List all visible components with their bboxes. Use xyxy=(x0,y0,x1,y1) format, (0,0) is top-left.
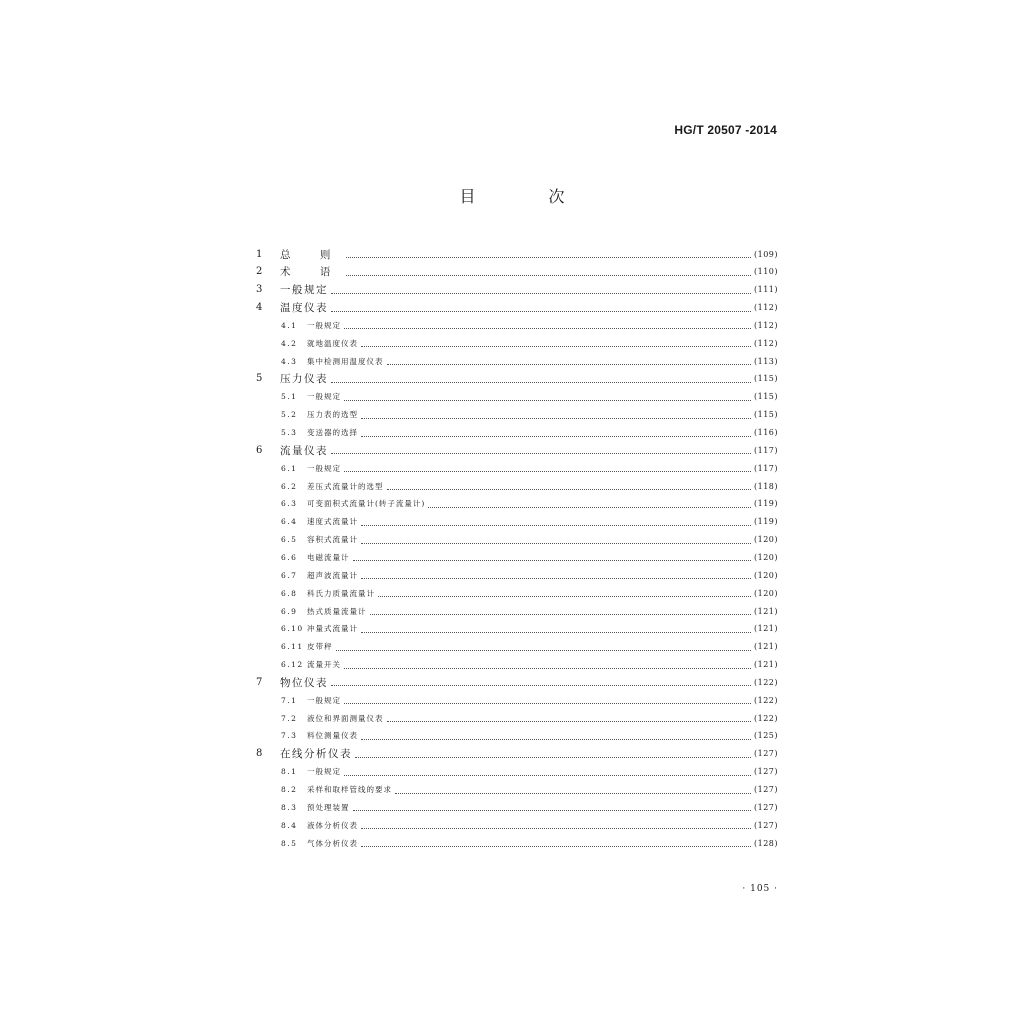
toc-number: 4.1 xyxy=(281,320,298,330)
toc-page-number: (127) xyxy=(753,767,778,777)
toc-page-number: (122) xyxy=(753,713,778,723)
toc-number: 8.2 xyxy=(281,785,298,794)
toc-page-number: (119) xyxy=(753,499,778,509)
toc-label: 液体分析仪表 xyxy=(307,820,358,830)
toc-label: 一般规定 xyxy=(307,767,341,777)
toc-number: 6.8 xyxy=(281,588,298,598)
toc-leader-dots xyxy=(355,756,751,758)
toc-leader-dots xyxy=(387,363,751,365)
toc-leader-dots xyxy=(346,256,751,258)
toc-label: 采样和取样管线的要求 xyxy=(307,785,392,794)
toc-section-row xyxy=(256,353,778,369)
toc-page-number: (120) xyxy=(753,588,778,598)
toc-page-number: (121) xyxy=(753,606,778,616)
toc-label: 速度式流量计 xyxy=(307,517,358,527)
toc-page-number: (120) xyxy=(753,552,778,562)
toc-section-row xyxy=(256,496,778,512)
toc-page-number: (128) xyxy=(753,838,778,848)
toc-label: 料位测量仪表 xyxy=(307,731,358,741)
toc-number: 5.3 xyxy=(281,428,298,437)
toc-leader-dots xyxy=(344,702,751,704)
toc-section-row xyxy=(256,835,778,851)
toc-number: 6.12 xyxy=(281,660,304,670)
toc-chapter-row xyxy=(256,746,778,762)
toc-number: 4.2 xyxy=(281,338,298,348)
toc-page-number: (112) xyxy=(753,303,778,313)
toc-page-number: (115) xyxy=(753,392,778,402)
toc-leader-dots xyxy=(361,417,751,419)
toc-label: 集中检测用温度仪表 xyxy=(307,356,384,366)
toc-chapter-row xyxy=(256,264,778,280)
toc-label: 可变面积式流量计(转子流量计) xyxy=(307,499,426,509)
toc-number: 5.1 xyxy=(281,392,298,402)
toc-number: 4 xyxy=(256,302,263,314)
toc-label: 热式质量流量计 xyxy=(307,606,367,616)
toc-number: 6.10 xyxy=(281,624,304,634)
toc-number: 6.1 xyxy=(281,463,298,473)
toc-leader-dots xyxy=(344,667,751,669)
toc-section-row xyxy=(256,728,778,744)
toc-chapter-row xyxy=(256,300,778,316)
toc-leader-dots xyxy=(428,506,751,508)
toc-page-number: (112) xyxy=(753,338,778,348)
toc-page-number: (120) xyxy=(753,570,778,580)
toc-leader-dots xyxy=(346,274,751,276)
toc-label: 皮带秤 xyxy=(307,642,333,652)
toc-label: 术 语 xyxy=(280,266,344,279)
toc-page-number: (119) xyxy=(753,517,778,527)
toc-label: 差压式流量计的选型 xyxy=(307,481,384,491)
toc-section-row xyxy=(256,514,778,530)
toc-section-row xyxy=(256,657,778,673)
toc-leader-dots xyxy=(361,738,751,740)
toc-label: 流量开关 xyxy=(307,660,341,670)
toc-number: 8.5 xyxy=(281,838,298,848)
toc-number: 7 xyxy=(256,676,263,688)
toc-section-row xyxy=(256,817,778,833)
toc-section-row xyxy=(256,621,778,637)
toc-page-number: (115) xyxy=(753,410,778,420)
toc-number: 6.2 xyxy=(281,481,298,491)
toc-page-number: (118) xyxy=(753,481,778,491)
toc-number: 6.6 xyxy=(281,552,298,562)
toc-section-row xyxy=(256,549,778,565)
toc-page-number: (109) xyxy=(753,249,778,259)
toc-label: 预处理装置 xyxy=(307,802,350,812)
toc-page-number: (127) xyxy=(753,820,778,830)
toc-number: 8.4 xyxy=(281,820,298,830)
toc-page-number: (111) xyxy=(753,285,778,295)
toc-page-number: (110) xyxy=(753,267,778,277)
toc-page-number: (122) xyxy=(753,677,778,687)
toc-label: 变送器的选择 xyxy=(307,428,358,437)
toc-label: 气体分析仪表 xyxy=(307,838,358,848)
toc-section-row xyxy=(256,532,778,548)
toc-chapter-row xyxy=(256,282,778,298)
toc-chapter-row xyxy=(256,674,778,690)
toc-page-number: (117) xyxy=(753,463,778,473)
toc-section-row xyxy=(256,585,778,601)
toc-label: 就地温度仪表 xyxy=(307,338,358,348)
toc-number: 6.11 xyxy=(281,642,304,652)
toc-label: 超声波流量计 xyxy=(307,570,358,580)
toc-label: 一般规定 xyxy=(307,695,341,705)
toc-page-number: (121) xyxy=(753,642,778,652)
toc-leader-dots xyxy=(361,524,751,526)
toc-page-number: (127) xyxy=(753,785,778,794)
toc-leader-dots xyxy=(344,470,751,472)
toc-leader-dots xyxy=(331,684,751,686)
toc-leader-dots xyxy=(395,792,751,794)
toc-leader-dots xyxy=(361,845,751,847)
toc-leader-dots xyxy=(331,292,751,294)
toc-leader-dots xyxy=(361,542,751,544)
toc-leader-dots xyxy=(336,649,751,651)
toc-label: 物位仪表 xyxy=(280,676,328,689)
toc-section-row xyxy=(256,799,778,815)
toc-number: 6 xyxy=(256,444,263,456)
toc-section-row xyxy=(256,639,778,655)
toc-page-number: (122) xyxy=(753,695,778,705)
page-title: 目 次 xyxy=(459,187,599,206)
toc-leader-dots xyxy=(378,595,751,597)
toc-section-row xyxy=(256,478,778,494)
toc-section-row xyxy=(256,567,778,583)
toc-chapter-row xyxy=(256,246,778,262)
toc-page-number: (115) xyxy=(753,374,778,384)
toc-leader-dots xyxy=(331,310,751,312)
toc-number: 6.7 xyxy=(281,570,298,580)
toc-leader-dots xyxy=(361,577,751,579)
toc-label: 冲量式流量计 xyxy=(307,624,358,634)
toc-number: 2 xyxy=(256,266,263,278)
standard-code: HG/T 20507 -2014 xyxy=(674,123,777,137)
toc-label: 一般规定 xyxy=(307,463,341,473)
toc-section-row xyxy=(256,317,778,333)
toc-section-row xyxy=(256,407,778,423)
toc-page-number: (112) xyxy=(753,320,778,330)
toc-label: 一般规定 xyxy=(307,392,341,402)
toc-number: 8 xyxy=(256,748,263,760)
toc-leader-dots xyxy=(361,631,751,633)
toc-page-number: (125) xyxy=(753,731,778,741)
toc-label: 压力仪表 xyxy=(280,373,328,386)
toc-section-row xyxy=(256,603,778,619)
toc-leader-dots xyxy=(387,720,751,722)
toc-leader-dots xyxy=(344,327,751,329)
toc-page-number: (120) xyxy=(753,535,778,545)
toc-label: 温度仪表 xyxy=(280,302,328,315)
toc-number: 7.1 xyxy=(281,695,298,705)
toc-page-number: (117) xyxy=(753,445,778,455)
toc-leader-dots xyxy=(361,435,751,437)
toc-number: 8.1 xyxy=(281,767,298,777)
toc-section-row xyxy=(256,782,778,798)
toc-label: 电磁流量计 xyxy=(307,552,350,562)
toc-number: 7.2 xyxy=(281,713,298,723)
toc-number: 8.3 xyxy=(281,802,298,812)
toc-leader-dots xyxy=(353,809,751,811)
toc-page-number: (127) xyxy=(753,749,778,759)
toc-label: 流量仪表 xyxy=(280,444,328,457)
toc-leader-dots xyxy=(344,399,751,401)
toc-label: 一般规定 xyxy=(280,284,328,297)
toc-leader-dots xyxy=(387,488,751,490)
toc-label: 在线分析仪表 xyxy=(280,748,352,761)
toc-leader-dots xyxy=(331,381,751,383)
toc-number: 6.5 xyxy=(281,535,298,545)
toc-number: 5 xyxy=(256,373,263,385)
toc-number: 6.9 xyxy=(281,606,298,616)
toc-leader-dots xyxy=(361,827,751,829)
toc-section-row xyxy=(256,710,778,726)
toc-label: 科氏力质量流量计 xyxy=(307,588,375,598)
toc-number: 6.4 xyxy=(281,517,298,527)
toc-section-row xyxy=(256,335,778,351)
toc-leader-dots xyxy=(370,613,751,615)
toc-label: 液位和界面测量仪表 xyxy=(307,713,384,723)
toc-page-number: (113) xyxy=(753,356,778,366)
toc-chapter-row xyxy=(256,371,778,387)
toc-number: 5.2 xyxy=(281,410,298,420)
toc-section-row xyxy=(256,764,778,780)
toc-leader-dots xyxy=(353,559,751,561)
toc-number: 4.3 xyxy=(281,356,298,366)
toc-label: 总 则 xyxy=(280,248,344,261)
toc-section-row xyxy=(256,425,778,441)
toc-page-number: (121) xyxy=(753,624,778,634)
toc-page-number: (121) xyxy=(753,660,778,670)
toc-label: 一般规定 xyxy=(307,320,341,330)
toc-chapter-row xyxy=(256,442,778,458)
toc-number: 3 xyxy=(256,284,263,296)
toc-number: 1 xyxy=(256,248,263,260)
toc-number: 7.3 xyxy=(281,731,298,741)
toc-number: 6.3 xyxy=(281,499,298,509)
page-number: · 105 · xyxy=(742,884,778,894)
toc-leader-dots xyxy=(344,774,751,776)
toc-label: 容积式流量计 xyxy=(307,535,358,545)
toc-section-row xyxy=(256,389,778,405)
toc-label: 压力表的选型 xyxy=(307,410,358,420)
toc-leader-dots xyxy=(331,452,751,454)
toc-section-row xyxy=(256,692,778,708)
toc-page-number: (116) xyxy=(753,428,778,437)
toc-page-number: (127) xyxy=(753,802,778,812)
toc-leader-dots xyxy=(361,345,751,347)
toc-section-row xyxy=(256,460,778,476)
